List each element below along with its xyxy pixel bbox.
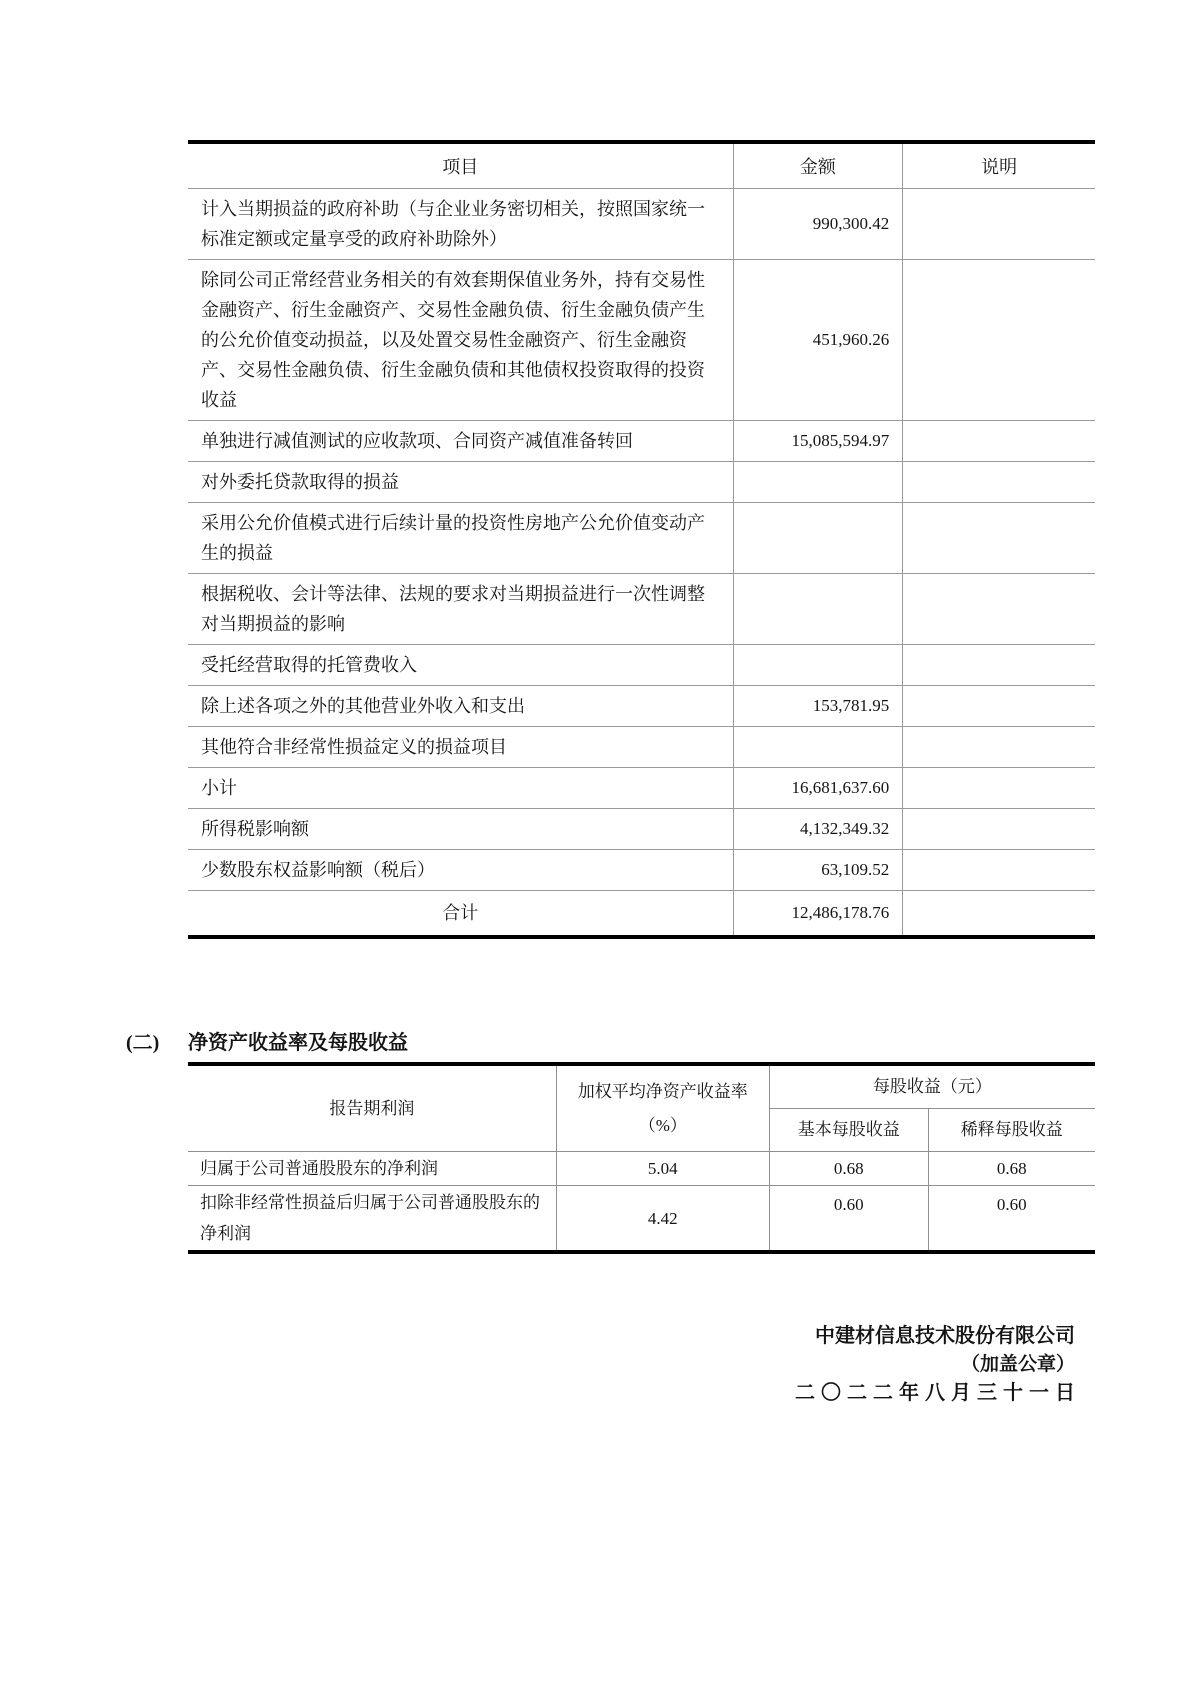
note-cell xyxy=(903,421,1095,462)
section-title: 净资产收益率及每股收益 xyxy=(188,1032,408,1054)
item-cell: 少数股东权益影响额（税后） xyxy=(188,850,733,891)
note-cell xyxy=(903,260,1095,421)
item-cell: 其他符合非经常性损益定义的损益项目 xyxy=(188,727,733,768)
note-cell xyxy=(903,891,1095,938)
header-weighted-roe-line2: （%） xyxy=(638,1115,687,1135)
header-note: 说明 xyxy=(903,142,1095,189)
header-diluted-eps: 稀释每股收益 xyxy=(928,1109,1095,1152)
item-cell: 除上述各项之外的其他营业外收入和支出 xyxy=(188,686,733,727)
non-recurring-items-table xyxy=(188,140,1095,939)
note-cell xyxy=(903,503,1095,574)
item-cell: 受托经营取得的托管费收入 xyxy=(188,645,733,686)
item-cell: 归属于公司普通股股东的净利润 xyxy=(188,1152,556,1186)
amount-cell: 990,300.42 xyxy=(733,189,903,260)
seal-note: （加盖公章） xyxy=(960,1354,1075,1375)
table-row xyxy=(188,1152,1095,1186)
amount-cell xyxy=(733,727,903,768)
amount-cell xyxy=(733,645,903,686)
amount-cell: 12,486,178.76 xyxy=(733,891,903,938)
signature-block xyxy=(795,1322,1081,1408)
item-cell: 计入当期损益的政府补助（与企业业务密切相关，按照国家统一标准定额或定量享受的政府补助除外） xyxy=(188,189,733,260)
header-report-period-profit: 报告期利润 xyxy=(188,1064,556,1152)
note-cell xyxy=(903,189,1095,260)
table-row xyxy=(188,645,1095,686)
content-area xyxy=(126,140,1095,1254)
company-name: 中建材信息技术股份有限公司 xyxy=(815,1325,1075,1347)
section-heading xyxy=(126,1031,1095,1055)
table-row xyxy=(188,189,1095,260)
table-row xyxy=(188,462,1095,503)
table-row xyxy=(188,727,1095,768)
header-amount: 金额 xyxy=(733,142,903,189)
amount-cell xyxy=(733,462,903,503)
item-cell: 对外委托贷款取得的损益 xyxy=(188,462,733,503)
table-row xyxy=(188,421,1095,462)
table-row xyxy=(188,850,1095,891)
note-cell xyxy=(903,645,1095,686)
amount-cell: 16,681,637.60 xyxy=(733,768,903,809)
item-cell: 所得税影响额 xyxy=(188,809,733,850)
item-cell: 除同公司正常经营业务相关的有效套期保值业务外，持有交易性金融资产、衍生金融资产、交易性金融负债、衍生金融负债产生的公允价值变动损益，以及处置交易性金融资产、衍生金融资产、交易性金融负债、衍生金融负债和其他债权投资取得的投资收益 xyxy=(188,260,733,421)
note-cell xyxy=(903,574,1095,645)
table-row-subtotal xyxy=(188,768,1095,809)
table-row xyxy=(188,686,1095,727)
basic-eps-cell: 0.68 xyxy=(769,1152,928,1186)
note-cell xyxy=(903,850,1095,891)
item-cell: 扣除非经常性损益后归属于公司普通股股东的净利润 xyxy=(188,1186,556,1253)
item-cell: 采用公允价值模式进行后续计量的投资性房地产公允价值变动产生的损益 xyxy=(188,503,733,574)
signature-date: 二〇二二年八月三十一日 xyxy=(795,1382,1081,1404)
table-row-total xyxy=(188,891,1095,938)
table-row xyxy=(188,1186,1095,1253)
roe-eps-table xyxy=(188,1062,1095,1254)
amount-cell: 63,109.52 xyxy=(733,850,903,891)
roe-cell: 5.04 xyxy=(556,1152,769,1186)
note-cell xyxy=(903,727,1095,768)
note-cell xyxy=(903,686,1095,727)
item-cell: 合计 xyxy=(188,891,733,938)
amount-cell: 451,960.26 xyxy=(733,260,903,421)
roe-cell: 4.42 xyxy=(556,1186,769,1253)
table-row xyxy=(188,503,1095,574)
diluted-eps-cell: 0.60 xyxy=(928,1186,1095,1253)
amount-cell xyxy=(733,503,903,574)
header-weighted-roe xyxy=(556,1064,769,1152)
header-eps-group: 每股收益（元） xyxy=(769,1064,1095,1109)
table-header-row xyxy=(188,142,1095,189)
table-row xyxy=(188,260,1095,421)
header-basic-eps: 基本每股收益 xyxy=(769,1109,928,1152)
header-item: 项目 xyxy=(188,142,733,189)
item-cell: 小计 xyxy=(188,768,733,809)
note-cell xyxy=(903,462,1095,503)
amount-cell: 4,132,349.32 xyxy=(733,809,903,850)
section-index: (二) xyxy=(126,1032,160,1054)
note-cell xyxy=(903,768,1095,809)
table-header-row xyxy=(188,1064,1095,1109)
amount-cell xyxy=(733,574,903,645)
table-row xyxy=(188,809,1095,850)
amount-cell: 15,085,594.97 xyxy=(733,421,903,462)
item-cell: 根据税收、会计等法律、法规的要求对当期损益进行一次性调整对当期损益的影响 xyxy=(188,574,733,645)
diluted-eps-cell: 0.68 xyxy=(928,1152,1095,1186)
note-cell xyxy=(903,809,1095,850)
basic-eps-cell: 0.60 xyxy=(769,1186,928,1253)
amount-cell: 153,781.95 xyxy=(733,686,903,727)
header-weighted-roe-line1: 加权平均净资产收益率 xyxy=(577,1081,748,1101)
item-cell: 单独进行减值测试的应收款项、合同资产减值准备转回 xyxy=(188,421,733,462)
table-row xyxy=(188,574,1095,645)
